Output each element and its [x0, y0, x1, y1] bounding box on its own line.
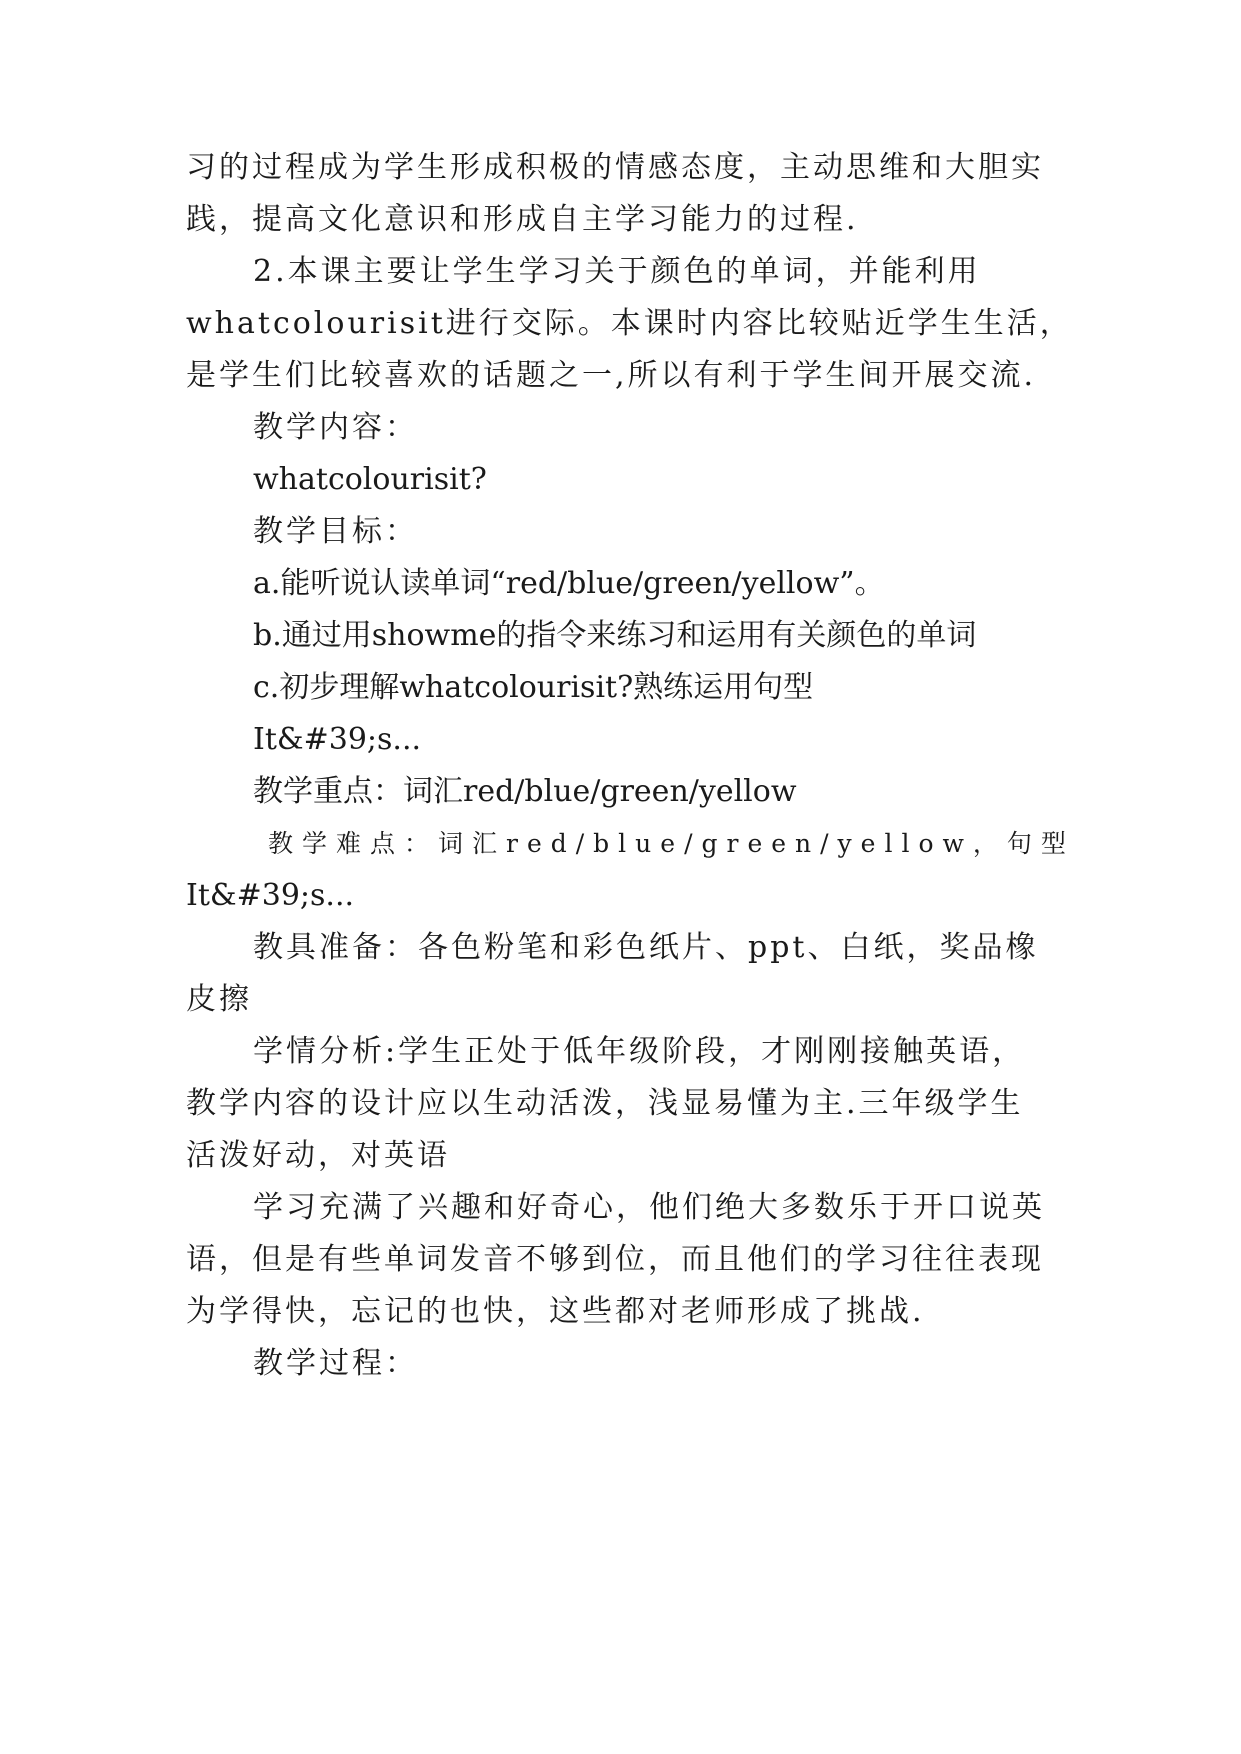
section-heading: 教学过程： — [253, 1346, 418, 1381]
paragraph-line: 2.本课主要让学生学习关于颜色的单词，并能利用 — [253, 254, 981, 289]
paragraph-line: 是学生们比较喜欢的话题之一,所以有利于学生间开展交流. — [186, 358, 1037, 393]
paragraph-line: 教学内容的设计应以生动活泼，浅显易懂为主.三年级学生 — [186, 1086, 1024, 1121]
paragraph-line: 教学难点：词汇red/blue/green/yellow，句型 — [268, 829, 1075, 858]
list-item: a.能听说认读单词“red/blue/green/yellow”。 — [253, 566, 885, 601]
paragraph-line: 践，提高文化意识和形成自主学习能力的过程. — [186, 202, 859, 237]
paragraph-line: 教具准备：各色粉笔和彩色纸片、ppt、白纸，奖品橡 — [253, 930, 1039, 965]
list-item: c.初步理解whatcolourisit?熟练运用句型 — [253, 670, 814, 705]
paragraph-line: whatcolourisit? — [253, 462, 487, 497]
paragraph-line: 为学得快，忘记的也快，这些都对老师形成了挑战. — [186, 1294, 925, 1329]
paragraph-line: It&#39;s... — [253, 722, 422, 757]
paragraph-line: 学情分析:学生正处于低年级阶段，才刚刚接触英语， — [253, 1034, 1026, 1069]
paragraph-line: 语，但是有些单词发音不够到位，而且他们的学习往往表现 — [186, 1242, 1044, 1277]
paragraph-line: 皮擦 — [186, 982, 252, 1017]
section-heading: 教学目标： — [253, 514, 418, 549]
paragraph-line: 习的过程成为学生形成积极的情感态度，主动思维和大胆实 — [186, 150, 1044, 185]
paragraph-line: 活泼好动，对英语 — [186, 1138, 450, 1173]
section-heading: 教学内容： — [253, 410, 418, 445]
paragraph-line: 学习充满了兴趣和好奇心，他们绝大多数乐于开口说英 — [253, 1190, 1045, 1225]
paragraph-line: It&#39;s... — [186, 878, 355, 913]
paragraph-line: 教学重点：词汇red/blue/green/yellow — [253, 774, 797, 809]
paragraph-line: whatcolourisit进行交际。本课时内容比较贴近学生生活， — [186, 306, 1073, 341]
list-item: b.通过用showme的指令来练习和运用有关颜色的单词 — [253, 618, 977, 653]
